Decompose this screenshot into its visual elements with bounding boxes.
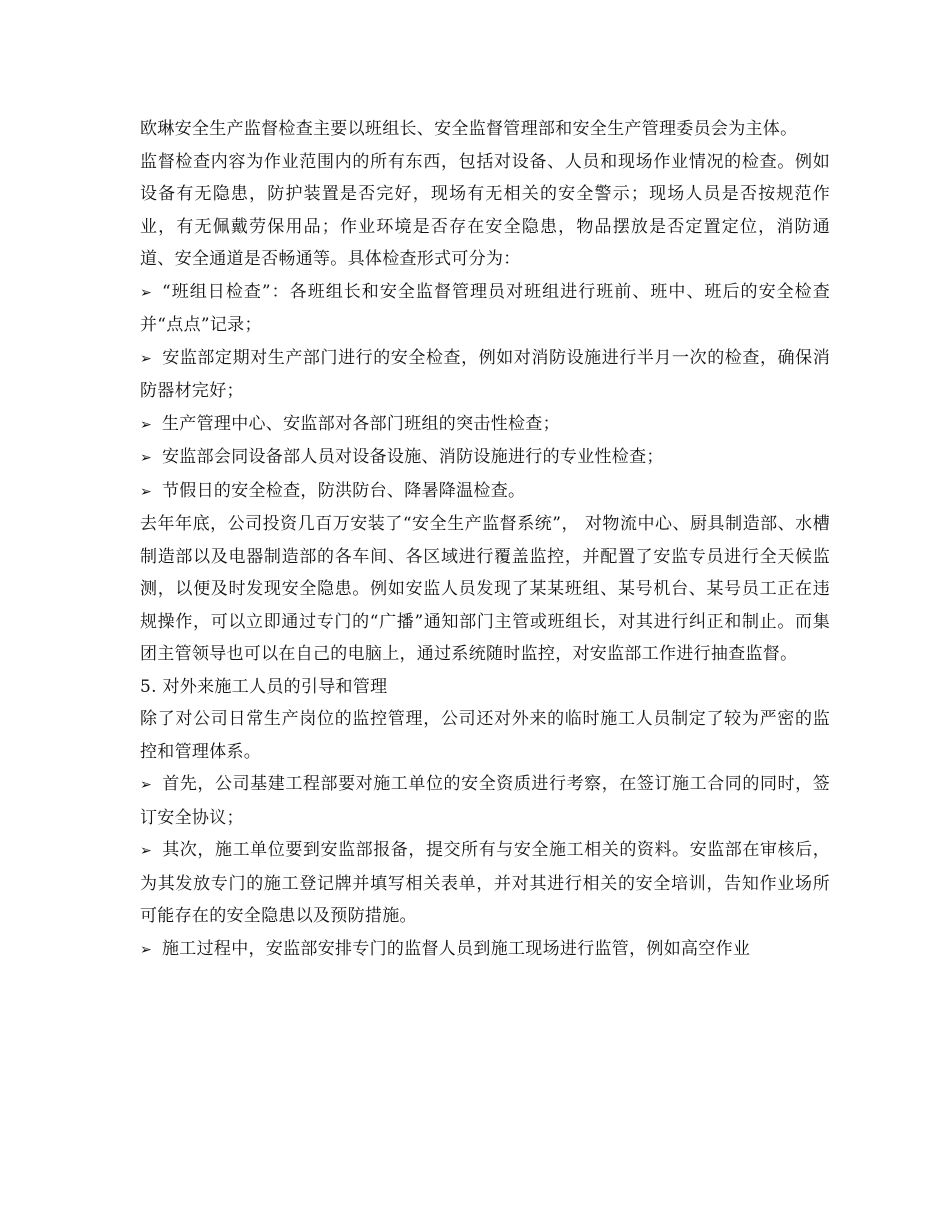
bullet-item-qualification-review xyxy=(140,768,830,834)
bullet-item-holiday-check xyxy=(140,475,830,509)
arrow-bullet-icon: ➢ xyxy=(140,450,153,466)
paragraph-monitoring-system: 去年年底，公司投资几百万安装了“安全生产监督系统”， 对物流中心、厨具制造部、水槽制造部以及电器制造部的各车间、各区域进行覆盖监控，并配置了安监专员进行全天候监测，以便及时发现安全隐患。例如安监人员发现了某某班组、某号机台、某号员工正在违规操作，可以立即通过专门的“广播”通知部门主管或班组长，对其进行纠正和制止。而集团主管领导也可以在自己的电脑上，通过系统随时监控，对安监部工作进行抽查监督。 xyxy=(140,514,830,664)
bullet-item-team-daily-check xyxy=(140,276,830,342)
bullet-item-text: “班组日检查”：各班组长和安全监督管理员对班组进行班前、班中、班后的安全检查并“点点”记录； xyxy=(140,281,830,335)
bullet-item-onsite-supervision xyxy=(140,933,830,967)
bullet-item-text: 节假日的安全检查，防洪防台、降暑降温检查。 xyxy=(162,480,526,501)
document-body xyxy=(140,113,830,966)
arrow-bullet-icon: ➢ xyxy=(140,843,153,859)
bullet-item-text: 其次，施工单位要到安监部报备，提交所有与安全施工相关的资料。安监部在审核后，为其发放专门的施工登记牌并填写相关表单，并对其进行相关的安全培训，告知作业场所可能存在的安全隐患以及预防措施。 xyxy=(140,840,830,926)
section-heading-external-workers: 5. 对外来施工人员的引导和管理 xyxy=(140,676,388,697)
paragraph-supervision-subject: 欧琳安全生产监督检查主要以班组长、安全监督管理部和安全生产管理委员会为主体。 xyxy=(140,119,798,139)
bullet-item-registration xyxy=(140,834,830,933)
arrow-bullet-icon: ➢ xyxy=(140,284,153,301)
arrow-bullet-icon: ➢ xyxy=(140,941,153,958)
bullet-item-professional-check xyxy=(140,441,830,475)
bullet-item-regular-check xyxy=(140,342,830,408)
bullet-item-text: 施工过程中，安监部安排专门的监督人员到施工现场进行监管，例如高空作业 xyxy=(162,938,751,959)
bullet-item-text: 安监部定期对生产部门进行的安全检查，例如对消防设施进行半月一次的检查，确保消防器材完好； xyxy=(140,347,830,401)
paragraph-inspection-content: 监督检查内容为作业范围内的所有东西，包括对设备、人员和现场作业情况的检查。例如设备有无隐患，防护装置是否完好，现场有无相关的安全警示；现场人员是否按规范作业，有无佩戴劳保用品；作业环境是否存在安全隐患，物品摆放是否定置定位，消防通道、安全通道是否畅通等。具体检查形式可分为： xyxy=(140,151,830,269)
arrow-bullet-icon: ➢ xyxy=(140,483,153,500)
bullet-item-text: 安监部会同设备部人员对设备设施、消防设施进行的专业性检查； xyxy=(162,447,664,467)
arrow-bullet-icon: ➢ xyxy=(140,416,153,433)
paragraph-external-workers-intro: 除了对公司日常生产岗位的监控管理，公司还对外来的临时施工人员制定了较为严密的监控和管理体系。 xyxy=(140,709,830,762)
bullet-item-text: 生产管理中心、安监部对各部门班组的突击性检查； xyxy=(162,413,560,434)
arrow-bullet-icon: ➢ xyxy=(140,777,153,793)
bullet-item-text: 首先，公司基建工程部要对施工单位的安全资质进行考察，在签订施工合同的同时，签订安全协议； xyxy=(140,774,830,828)
arrow-bullet-icon: ➢ xyxy=(140,350,153,367)
bullet-item-surprise-check xyxy=(140,408,830,442)
